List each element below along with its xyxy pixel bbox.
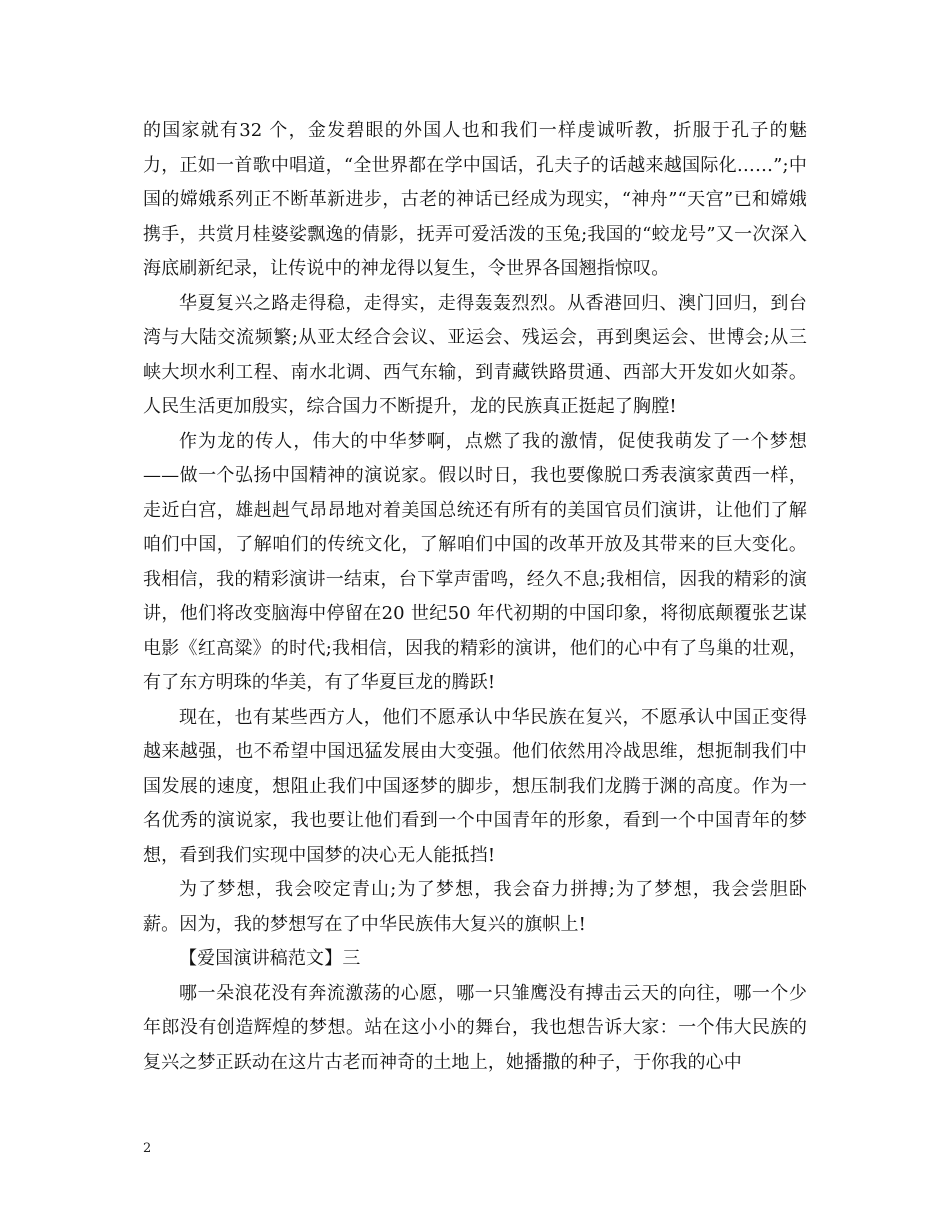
document-body [143,114,807,1080]
paragraph-orator-dream: 作为龙的传人，伟大的中华梦啊，点燃了我的激情，促使我萌发了一个梦想——做一个弘扬中国精神的演说家。假以时日，我也要像脱口秀表演家黄西一样，走近白宫，雄赳赳气昂昂地对着美国总统还有所有的美国官员们演讲，让他们了解咱们中国，了解咱们的传统文化，了解咱们中国的改革开放及其带来的巨大变化。我相信，我的精彩演讲一结束，台下掌声雷鸣，经久不息;我相信，因我的精彩的演讲，他们将改变脑海中停留在20 世纪50 年代初期的中国印象，将彻底颠覆张艺谋电影《红高粱》的时代;我相信，因我的精彩的演讲，他们的心中有了鸟巢的壮观，有了东方明珠的华美，有了华夏巨龙的腾跃! [143,430,807,693]
paragraph-for-dream: 为了梦想，我会咬定青山;为了梦想，我会奋力拼搏;为了梦想，我会尝胆卧薪。因为，我的梦想写在了中华民族伟大复兴的旗帜上! [143,879,807,935]
paragraph-continued: 的国家就有32 个，金发碧眼的外国人也和我们一样虔诚听教，折服于孔子的魅力，正如一首歌中唱道，“全世界都在学中国话，孔夫子的话越来越国际化……”;中国的嫦娥系列正不断革新进步，古老的神话已经成为现实，“神舟”“天宫”已和嫦娥携手，共赏月桂婆娑飘逸的倩影，抚弄可爱活泼的玉兔;我国的“蛟龙号”又一次深入海底刷新纪录，让传说中的神龙得以复生，令世界各国翘指惊叹。 [143,120,807,279]
section-heading: 【爱国演讲稿范文】三 [179,948,361,969]
page-number: 2 [143,1141,152,1156]
paragraph-revival-road: 华夏复兴之路走得稳，走得实，走得轰轰烈烈。从香港回归、澳门回归，到台湾与大陆交流频繁;从亚太经合会议、亚运会、残运会，再到奥运会、世博会;从三峡大坝水利工程、南水北调、西气东输，到青藏铁路贯通、西部大开发如火如荼。人民生活更加殷实，综合国力不断提升，龙的民族真正挺起了胸膛! [143,292,807,417]
paragraph-western-view: 现在，也有某些西方人，他们不愿承认中华民族在复兴，不愿承认中国正变得越来越强，也不希望中国迅猛发展由大变强。他们依然用冷战思维，想扼制我们中国发展的速度，想阻止我们中国逐梦的脚步，想压制我们龙腾于渊的高度。作为一名优秀的演说家，我也要让他们看到一个中国青年的形象，看到一个中国青年的梦想，看到我们实现中国梦的决心无人能抵挡! [143,706,807,866]
paragraph-speech-three: 哪一朵浪花没有奔流激荡的心愿，哪一只雏鹰没有搏击云天的向往，哪一个少年郎没有创造辉煌的梦想。站在这小小的舞台，我也想告诉大家：一个伟大民族的复兴之梦正跃动在这片古老而神奇的土地上，她播撒的种子，于你我的心中 [143,982,807,1073]
